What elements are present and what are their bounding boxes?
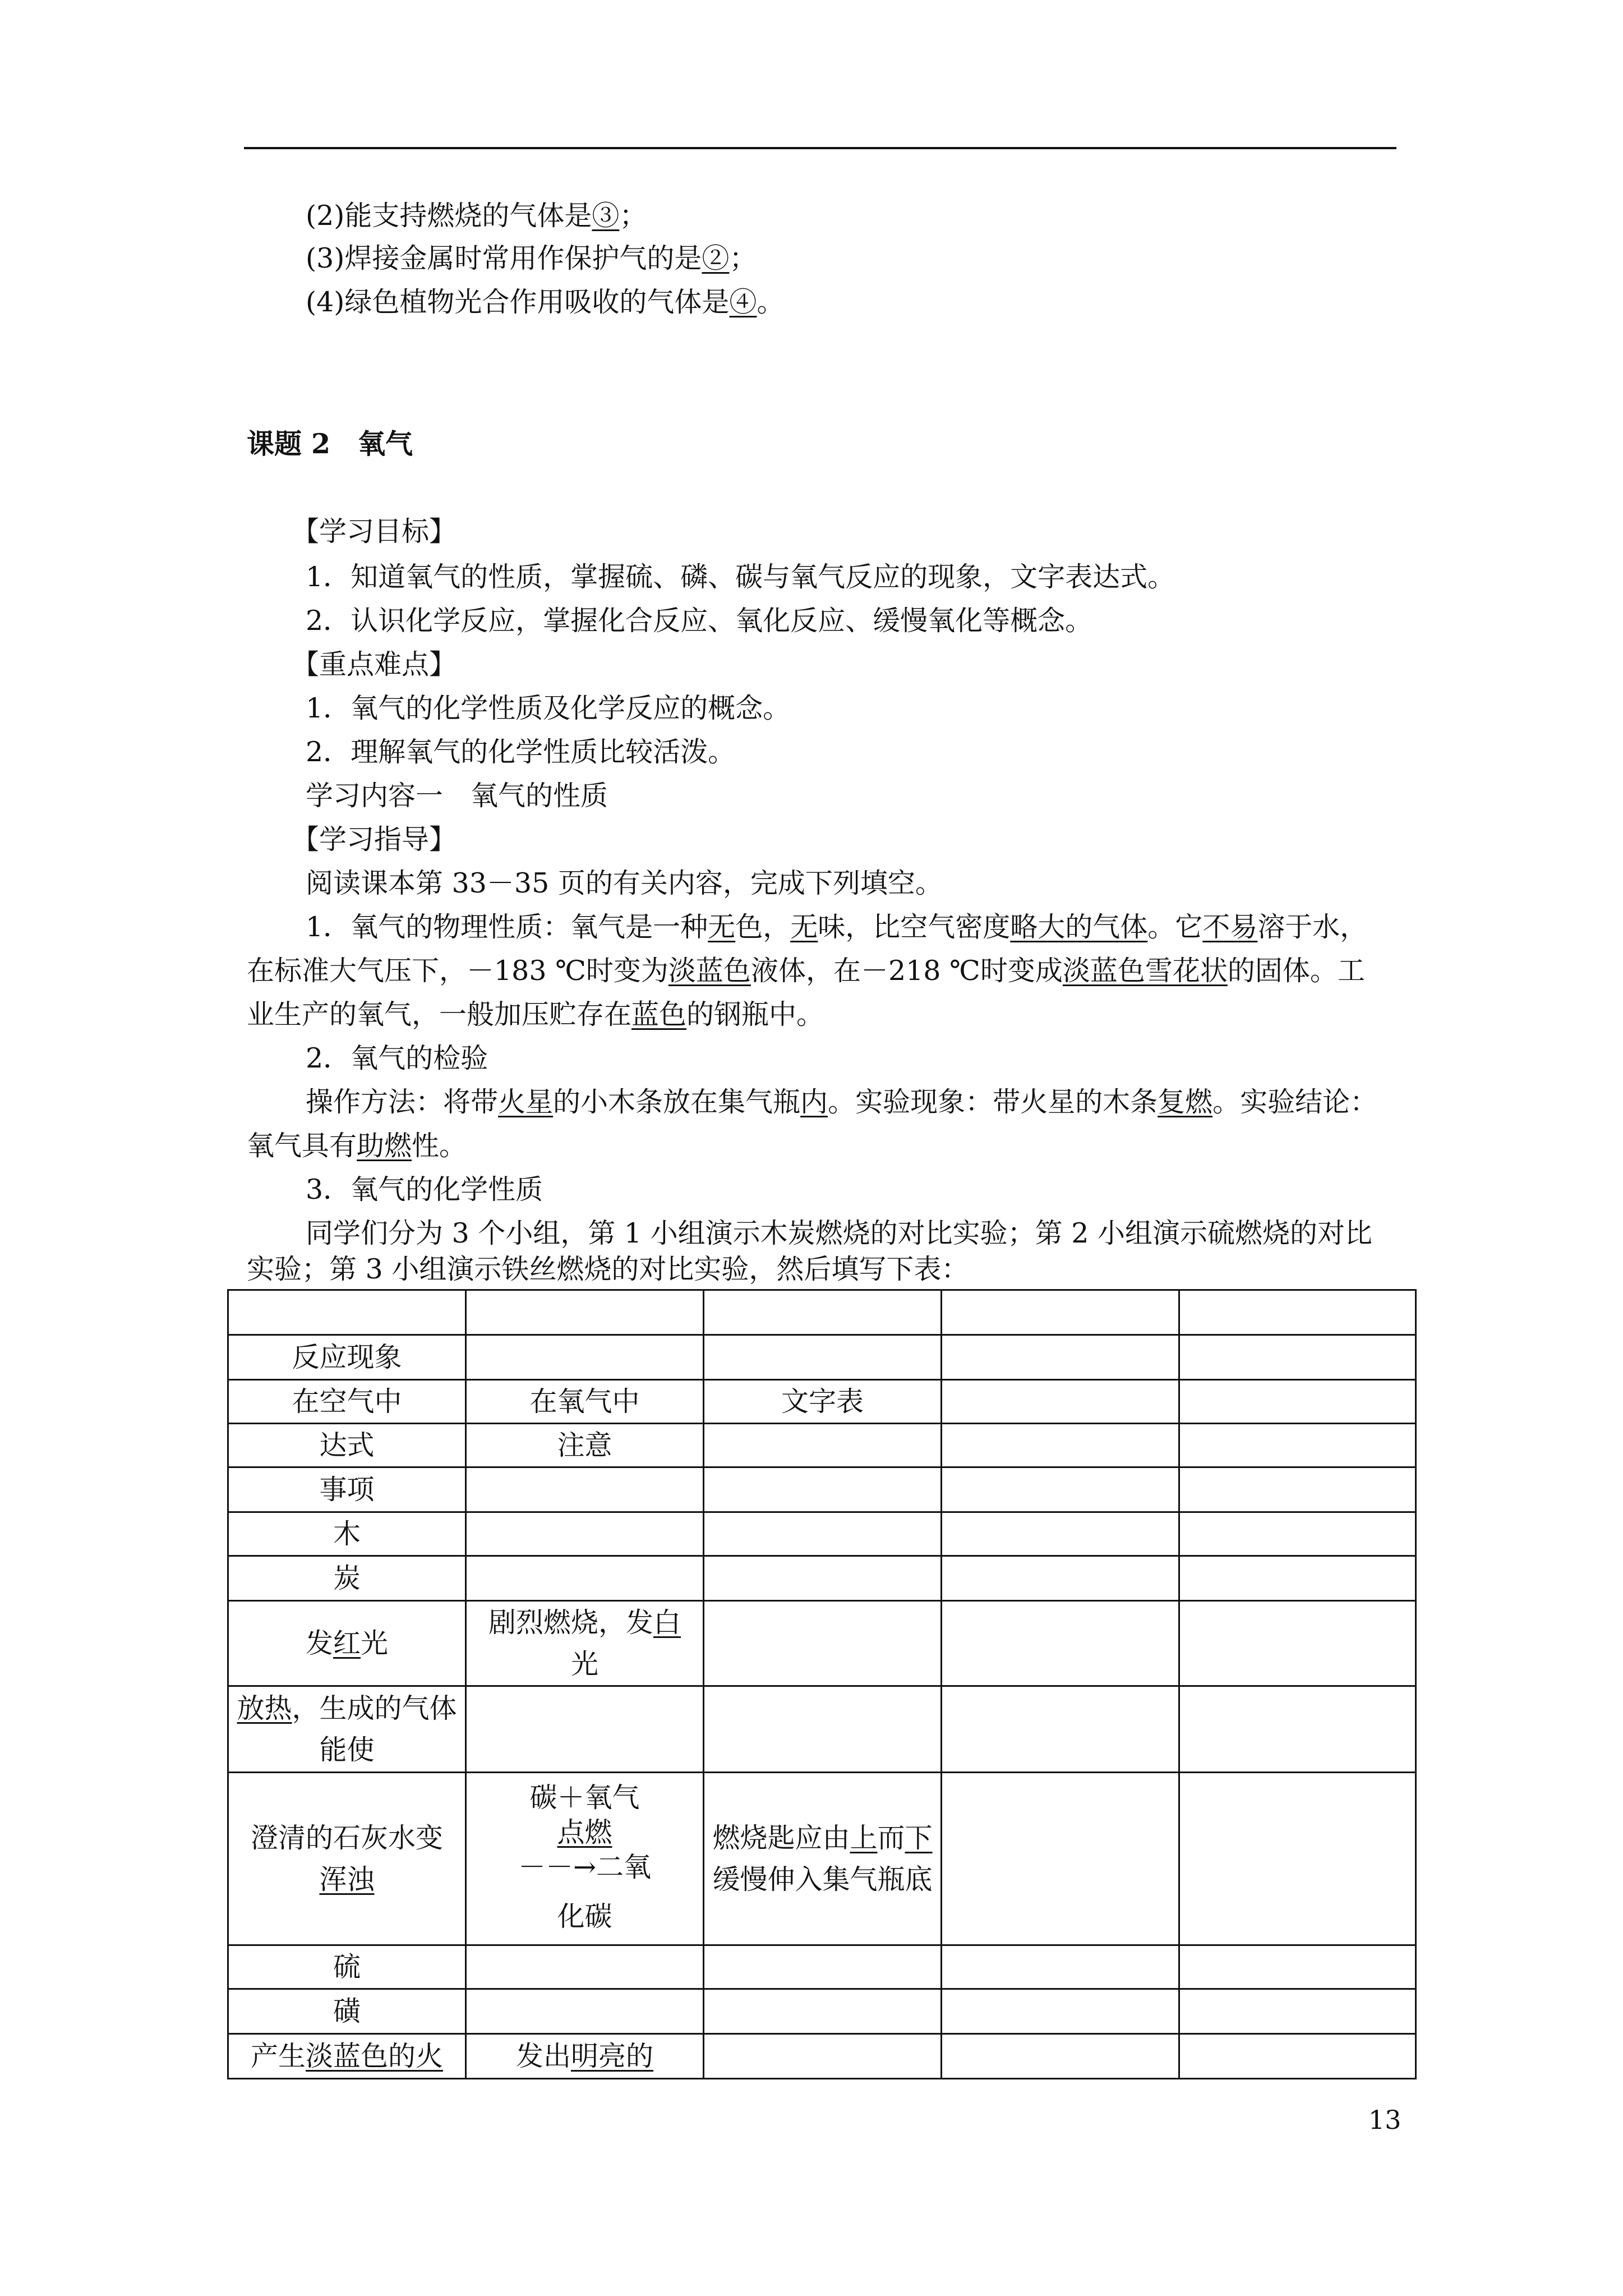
table-row bbox=[228, 1773, 1416, 1945]
table-row bbox=[228, 1335, 1416, 1380]
empty-table-cell bbox=[1179, 1945, 1416, 1989]
answer-punct: 。 bbox=[757, 286, 785, 318]
empty-table-cell bbox=[704, 1945, 942, 1989]
table-cell bbox=[228, 2034, 466, 2079]
empty-table-cell bbox=[1179, 1989, 1416, 2034]
filled-blank: 淡蓝色 bbox=[668, 955, 751, 987]
header-rule bbox=[244, 147, 1396, 149]
answer-blank: ④ bbox=[729, 286, 757, 318]
guide-heading: 【学习指导】 bbox=[292, 823, 457, 855]
empty-table-cell bbox=[942, 1556, 1179, 1601]
text-segment: 。实验现象：带火星的木条 bbox=[828, 1086, 1158, 1118]
page-number: 13 bbox=[1368, 2105, 1401, 2135]
filled-blank: 明亮的 bbox=[571, 2040, 654, 2072]
answer-text: (3)焊接金属时常用作保护气的是 bbox=[306, 242, 702, 274]
text-segment: 在标准大气压下，－183 ℃时变为 bbox=[247, 955, 668, 987]
equation-part: 点燃 bbox=[557, 1816, 612, 1848]
empty-table-cell bbox=[704, 1556, 942, 1601]
table-cell bbox=[466, 1601, 704, 1686]
empty-table-cell bbox=[1179, 2034, 1416, 2079]
table-row bbox=[228, 1512, 1416, 1556]
table-cell bbox=[466, 2034, 704, 2079]
objectives-heading: 【学习目标】 bbox=[292, 516, 457, 547]
text-segment: 味，比空气密度 bbox=[818, 911, 1011, 943]
text-segment: 澄清的石灰水变 bbox=[250, 1821, 443, 1854]
table-row bbox=[228, 2034, 1416, 2079]
filled-blank: 上 bbox=[850, 1821, 878, 1854]
empty-table-cell bbox=[942, 1686, 1179, 1773]
empty-table-cell bbox=[704, 1601, 942, 1686]
equation-part: －－→二氧 bbox=[518, 1851, 652, 1883]
table-cell bbox=[466, 1773, 704, 1945]
filled-blank: 略大的气体 bbox=[1010, 911, 1148, 943]
table-cell: 注意 bbox=[466, 1424, 704, 1467]
empty-table-cell bbox=[1179, 1601, 1416, 1686]
text-segment: 性。 bbox=[412, 1130, 467, 1162]
table-row bbox=[228, 1945, 1416, 1989]
filled-blank: 助燃 bbox=[357, 1130, 412, 1162]
filled-blank: 淡蓝色的火 bbox=[306, 2040, 444, 2072]
empty-table-cell bbox=[942, 1335, 1179, 1380]
empty-table-cell bbox=[942, 1424, 1179, 1467]
empty-table-cell bbox=[466, 1335, 704, 1380]
empty-table-cell bbox=[466, 1989, 704, 2034]
table-cell bbox=[704, 1773, 942, 1945]
empty-table-cell bbox=[942, 1512, 1179, 1556]
text-segment: 溶于水， bbox=[1257, 911, 1368, 943]
table-cell: 事项 bbox=[228, 1467, 466, 1512]
filled-blank: 淡蓝色雪花状 bbox=[1062, 955, 1228, 987]
table-row bbox=[228, 1290, 1416, 1335]
answer-item-2 bbox=[306, 197, 647, 234]
table-cell: 在氧气中 bbox=[466, 1380, 704, 1424]
content-heading: 学习内容一 氧气的性质 bbox=[306, 780, 608, 812]
empty-table-cell bbox=[466, 1467, 704, 1512]
chemical-properties-line-2: 实验；第 3 小组演示铁丝燃烧的对比实验，然后填写下表： bbox=[247, 1253, 969, 1285]
empty-table-cell bbox=[704, 1686, 942, 1773]
text-segment: 的固体。工 bbox=[1227, 955, 1365, 987]
text-segment: 氧气具有 bbox=[247, 1130, 357, 1162]
empty-table-cell bbox=[466, 1556, 704, 1601]
empty-table-cell bbox=[466, 1945, 704, 1989]
answer-punct: ； bbox=[619, 200, 647, 232]
text-segment: 产生 bbox=[250, 2040, 306, 2072]
filled-blank: 浑浊 bbox=[319, 1863, 375, 1895]
empty-table-cell bbox=[704, 1989, 942, 2034]
empty-table-cell bbox=[1179, 1467, 1416, 1512]
answer-blank: ③ bbox=[592, 200, 620, 232]
text-segment: 1．氧气的物理性质：氧气是一种 bbox=[306, 911, 708, 943]
empty-table-cell bbox=[1179, 1556, 1416, 1601]
answer-text: (4)绿色植物光合作用吸收的气体是 bbox=[306, 286, 730, 318]
text-segment: 的小木条放在集气瓶 bbox=[553, 1086, 801, 1118]
oxygen-test-line-2 bbox=[247, 1128, 467, 1165]
table-cell bbox=[228, 1773, 466, 1945]
empty-table-cell bbox=[942, 1989, 1179, 2034]
empty-table-cell bbox=[466, 1512, 704, 1556]
filled-blank: 放热 bbox=[237, 1692, 292, 1724]
empty-table-cell bbox=[466, 1290, 704, 1335]
filled-blank: 内 bbox=[800, 1086, 828, 1118]
empty-table-cell bbox=[1179, 1424, 1416, 1467]
table-cell: 达式 bbox=[228, 1424, 466, 1467]
text-segment: 业生产的氧气，一般加压贮存在 bbox=[247, 999, 632, 1030]
empty-table-cell bbox=[704, 1467, 942, 1512]
lesson-title: 课题 2 氧气 bbox=[247, 427, 413, 460]
empty-table-cell bbox=[1179, 1773, 1416, 1945]
text-segment: 光 bbox=[570, 1648, 598, 1680]
objective-2: 2．认识化学反应，掌握化合反应、氧化反应、缓慢氧化等概念。 bbox=[306, 605, 1093, 637]
objective-1: 1．知道氧气的性质，掌握硫、磷、碳与氧气反应的现象，文字表达式。 bbox=[306, 561, 1175, 593]
table-row bbox=[228, 1380, 1416, 1424]
guide-intro: 阅读课本第 33－35 页的有关内容，完成下列填空。 bbox=[306, 867, 943, 899]
oxygen-test-line-1 bbox=[306, 1084, 1377, 1121]
empty-table-cell bbox=[1179, 1290, 1416, 1335]
answer-blank: ② bbox=[702, 242, 730, 274]
text-segment: 。实验结论： bbox=[1212, 1086, 1378, 1118]
empty-table-cell bbox=[1179, 1512, 1416, 1556]
empty-table-cell bbox=[942, 1467, 1179, 1512]
empty-table-cell bbox=[228, 1290, 466, 1335]
empty-table-cell bbox=[942, 1601, 1179, 1686]
table-cell bbox=[228, 1601, 466, 1686]
filled-blank: 不易 bbox=[1202, 911, 1258, 943]
physical-properties-line-1 bbox=[306, 909, 1367, 946]
filled-blank: 火星 bbox=[498, 1086, 554, 1118]
filled-blank: 红 bbox=[333, 1627, 361, 1659]
table-cell bbox=[228, 1686, 466, 1773]
text-segment: 发出 bbox=[515, 2040, 571, 2072]
chemical-properties-title: 3．氧气的化学性质 bbox=[306, 1174, 543, 1205]
filled-blank: 下 bbox=[905, 1821, 933, 1854]
text-segment: 的钢瓶中。 bbox=[686, 999, 824, 1030]
equation-part: 碳＋氧气 bbox=[529, 1781, 640, 1814]
table-cell: 炭 bbox=[228, 1556, 466, 1601]
word-equation bbox=[518, 1780, 651, 1934]
text-segment: 发 bbox=[305, 1627, 333, 1659]
physical-properties-line-3 bbox=[247, 996, 824, 1033]
table-cell: 文字表 bbox=[704, 1380, 942, 1424]
filled-blank: 无 bbox=[708, 911, 736, 943]
text-segment: 。它 bbox=[1147, 911, 1203, 943]
empty-table-cell bbox=[942, 1380, 1179, 1424]
empty-table-cell bbox=[704, 2034, 942, 2079]
oxygen-test-title: 2．氧气的检验 bbox=[306, 1042, 488, 1074]
empty-table-cell bbox=[1179, 1686, 1416, 1773]
empty-table-cell bbox=[942, 1290, 1179, 1335]
table-cell: 木 bbox=[228, 1512, 466, 1556]
key-point-1: 1．氧气的化学性质及化学反应的概念。 bbox=[306, 692, 791, 724]
key-point-2: 2．理解氧气的化学性质比较活泼。 bbox=[306, 736, 736, 768]
answer-item-4 bbox=[306, 284, 784, 321]
empty-table-cell bbox=[942, 2034, 1179, 2079]
answer-item-3 bbox=[306, 240, 757, 277]
table-cell: 在空气中 bbox=[228, 1380, 466, 1424]
table-cell: 反应现象 bbox=[228, 1335, 466, 1380]
empty-table-cell bbox=[704, 1424, 942, 1467]
answer-punct: ； bbox=[729, 242, 757, 274]
physical-properties-line-2 bbox=[247, 953, 1365, 990]
table-row bbox=[228, 1601, 1416, 1686]
equation-part: 化碳 bbox=[557, 1900, 612, 1932]
empty-table-cell bbox=[704, 1335, 942, 1380]
filled-blank: 无 bbox=[790, 911, 818, 943]
table-row bbox=[228, 1989, 1416, 2034]
text-segment: 而 bbox=[877, 1821, 905, 1854]
text-segment: 缓慢伸入集气瓶底 bbox=[712, 1863, 933, 1895]
text-segment: ，生成的气体能使 bbox=[292, 1692, 457, 1766]
text-segment: 燃烧匙应由 bbox=[712, 1821, 850, 1854]
table-row bbox=[228, 1556, 1416, 1601]
empty-table-cell bbox=[942, 1773, 1179, 1945]
text-segment: 操作方法：将带 bbox=[306, 1086, 499, 1118]
key-heading: 【重点难点】 bbox=[292, 648, 457, 680]
answer-text: (2)能支持燃烧的气体是 bbox=[306, 200, 592, 232]
experiment-table bbox=[227, 1289, 1417, 2079]
text-segment: 光 bbox=[361, 1627, 389, 1659]
empty-table-cell bbox=[1179, 1335, 1416, 1380]
table-row bbox=[228, 1467, 1416, 1512]
filled-blank: 蓝色 bbox=[631, 999, 687, 1030]
empty-table-cell bbox=[1179, 1380, 1416, 1424]
empty-table-cell bbox=[704, 1290, 942, 1335]
chemical-properties-line-1: 同学们分为 3 个小组，第 1 小组演示木炭燃烧的对比实验；第 2 小组演示硫燃烧的对比 bbox=[306, 1217, 1372, 1249]
text-segment: 剧烈燃烧，发 bbox=[488, 1606, 653, 1639]
empty-table-cell bbox=[942, 1945, 1179, 1989]
empty-table-cell bbox=[466, 1686, 704, 1773]
table-cell: 磺 bbox=[228, 1989, 466, 2034]
empty-table-cell bbox=[704, 1512, 942, 1556]
text-segment: 色， bbox=[735, 911, 791, 943]
table-cell: 硫 bbox=[228, 1945, 466, 1989]
text-segment: 液体，在－218 ℃时变成 bbox=[750, 955, 1063, 987]
filled-blank: 白 bbox=[653, 1606, 681, 1639]
filled-blank: 复燃 bbox=[1158, 1086, 1213, 1118]
table-row bbox=[228, 1424, 1416, 1467]
table-row bbox=[228, 1686, 1416, 1773]
